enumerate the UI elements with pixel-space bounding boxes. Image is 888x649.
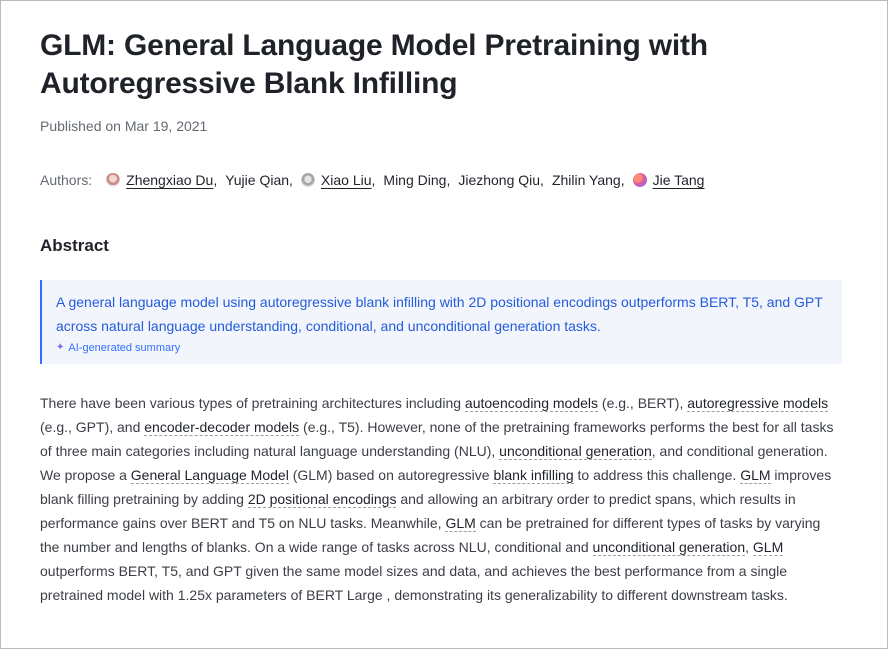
glossary-term[interactable]: GLM <box>445 515 476 531</box>
glossary-term[interactable]: 2D positional encodings <box>247 491 397 507</box>
ai-summary-badge <box>56 340 826 356</box>
abstract-text: to address this challenge. <box>573 467 741 483</box>
glossary-term[interactable]: blank infilling <box>493 467 574 483</box>
author-name[interactable]: Zhengxiao Du <box>126 172 214 188</box>
author-yujie-qian: Yujie Qian , <box>225 172 293 188</box>
glossary-term[interactable]: GLM <box>740 467 771 483</box>
user-avatar-1-icon <box>106 173 120 187</box>
paper-title: GLM: General Language Model Pretraining with Autoregressive Blank Infilling <box>40 29 708 100</box>
author-name: Yujie Qian <box>225 172 290 188</box>
user-avatar-3-icon <box>633 173 647 187</box>
author-ming-ding: Ming Ding , <box>383 172 451 188</box>
author-name: Zhilin Yang <box>551 172 621 188</box>
ai-summary-badge-label: AI-generated summary <box>68 342 181 354</box>
abstract-text: (GLM) based on autoregressive <box>288 467 494 483</box>
author-zhilin-yang: Zhilin Yang , <box>551 172 625 188</box>
abstract-text: improves blank filling pretraining by adding <box>40 467 832 507</box>
abstract-text: can be pretrained for different types of tasks by varying the number and lengths of blanks. On a wide range of tasks across NLU, conditional and <box>40 515 821 555</box>
abstract-heading: Abstract <box>40 236 109 255</box>
glossary-term[interactable]: autoencoding models <box>464 395 599 411</box>
author-name[interactable]: Xiao Liu <box>320 172 372 188</box>
author-zhengxiao-du[interactable]: Zhengxiao Du , <box>106 170 225 190</box>
author-name: Jiezhong Qiu <box>458 172 541 188</box>
published-date: Published on Mar 19, 2021 <box>40 118 208 134</box>
paper-page <box>40 27 846 607</box>
sparkle-icon: ✦ <box>56 342 65 353</box>
glossary-term[interactable]: encoder-decoder models <box>144 419 300 435</box>
glossary-term[interactable]: General Language Model <box>130 467 289 483</box>
authors-row <box>40 170 846 190</box>
glossary-term[interactable]: unconditional generation <box>499 443 652 459</box>
author-jie-tang[interactable] <box>633 170 705 190</box>
user-avatar-2-icon <box>301 173 315 187</box>
abstract-text: (e.g., GPT), and <box>40 419 145 435</box>
author-xiao-liu[interactable]: Xiao Liu , <box>301 170 383 190</box>
ai-summary-box <box>40 280 842 364</box>
abstract-text: , <box>745 539 753 555</box>
glossary-term[interactable]: unconditional generation <box>592 539 746 555</box>
abstract-body <box>40 391 840 607</box>
abstract-text: There have been various types of pretraining architectures including <box>40 395 465 411</box>
abstract-text: , and conditional generation. We propose a <box>40 443 828 483</box>
authors-label: Authors: <box>40 172 93 188</box>
abstract-text: (e.g., T5). However, none of the pretraining frameworks performs the best for all tasks of three main categories including natural language understanding (NLU), <box>40 419 834 459</box>
abstract-text: (e.g., BERT), <box>598 395 688 411</box>
abstract-text: outperforms BERT, T5, and GPT given the same model sizes and data, and achieves the best performance from a single pretrained model with 1.25x parameters of BERT Large , demonstrating its generalizability to different downstream tasks. <box>40 563 788 603</box>
author-name: Ming Ding <box>383 172 447 188</box>
author-jiezhong-qiu: Jiezhong Qiu , <box>458 172 544 188</box>
glossary-term[interactable]: autoregressive models <box>687 395 829 411</box>
glossary-term[interactable]: GLM <box>752 539 784 555</box>
author-name[interactable]: Jie Tang <box>652 172 705 188</box>
ai-summary-text: A general language model using autoregressive blank infilling with 2D positional encodings outperforms BERT, T5, and GPT across natural language understanding, conditional, and unconditional generation tasks. <box>56 294 823 334</box>
abstract-text: and allowing an arbitrary order to predict spans, which results in performance gains over BERT and T5 on NLU tasks. Meanwhile, <box>40 491 796 531</box>
